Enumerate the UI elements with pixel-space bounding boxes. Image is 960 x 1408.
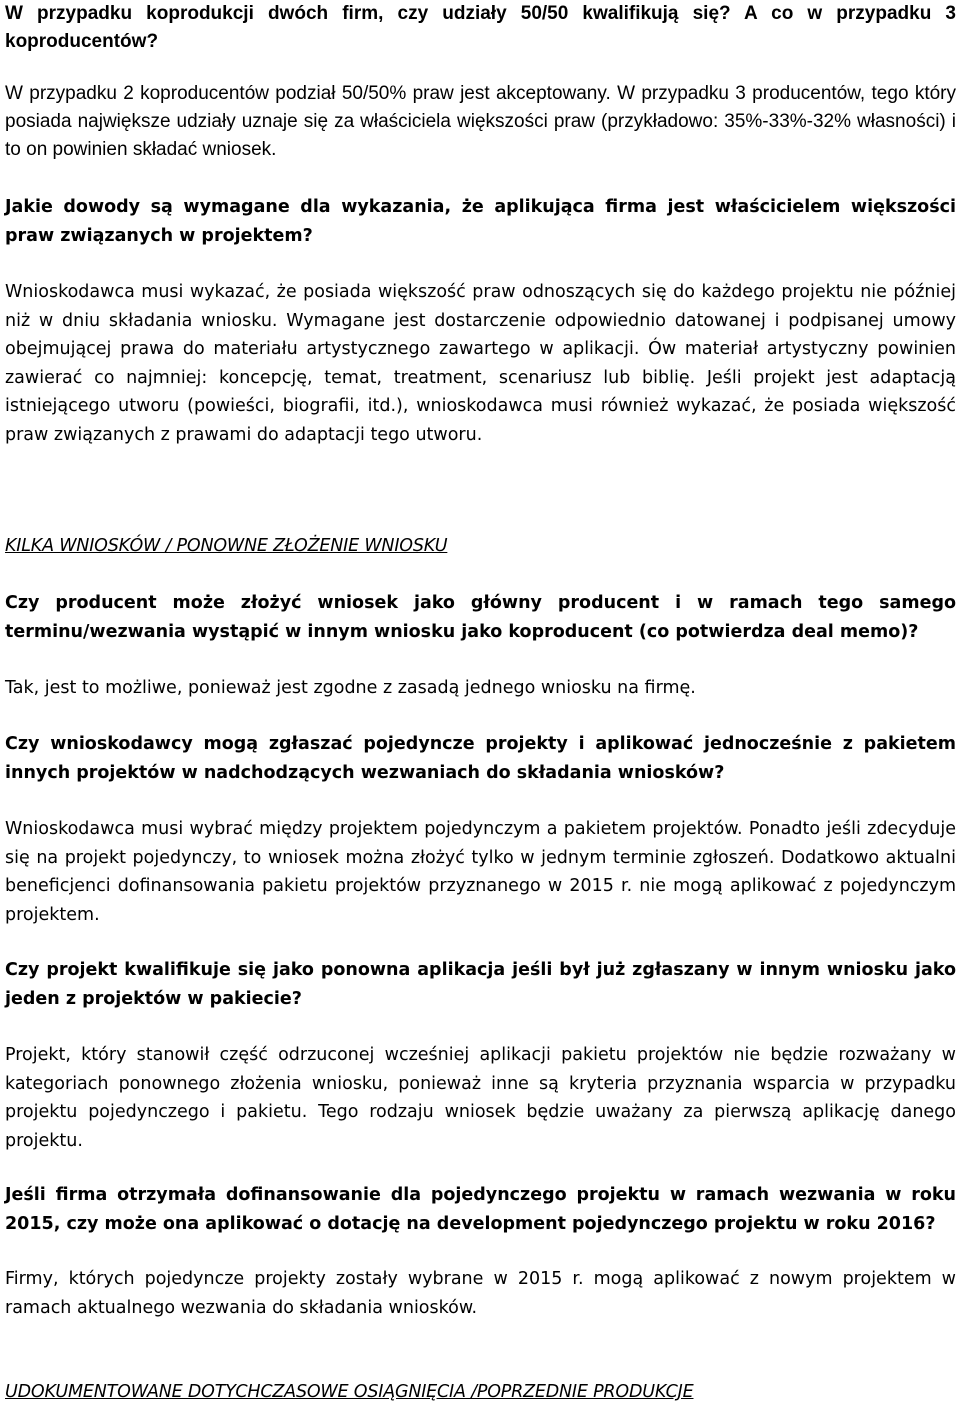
qa-question-4: Jeśli firma otrzymała dofinansowanie dla pojedynczego projektu w ramach wezwania w roku 2015, czy może ona aplikować o dotację na development pojedynczego projektu w roku 2016? xyxy=(5,1185,956,1234)
qa-answer-2: Wnioskodawca musi wybrać między projektem pojedynczym a pakietem projektów. Ponadto jeśli zdecyduje się na projekt pojedynczy, to wniosek można złożyć tylko w jednym terminie zgłoszeń. Dodatkowo aktualni beneficjenci dofinansowania pakietu projektów przyznanego w 2015 r. nie mogą aplikować z pojedynczym projektem. xyxy=(5,819,956,925)
evidence-answer: Wnioskodawca musi wykazać, że posiada większość praw odnoszących się do każdego projektu nie później niż w dniu składania wniosku. Wymagane jest dostarczenie odpowiednio datowanej i podpisanej umowy obejmującej prawa do materiału artystycznego zawartego w aplikacji. Ów materiał artystyczny powinien zawierać co najmniej: koncepcję, temat, treatment, scenariusz lub biblię. Jeśli projekt jest adaptacją istniejącego utworu (powieści, biografii, itd.), wnioskodawca musi również wykazać, że posiada większość praw związanych z prawami do adaptacji tego utworu. xyxy=(5,282,956,445)
qa-question-2: Czy wnioskodawcy mogą zgłaszać pojedyncze projekty i aplikować jednocześnie z pakietem innych projektów w nadchodzących wezwaniach do składania wniosków? xyxy=(5,734,956,783)
qa-question-1: Czy producent może złożyć wniosek jako główny producent i w ramach tego samego terminu/wezwania wystąpić w innym wniosku jako koproducent (co potwierdza deal memo)? xyxy=(5,593,956,642)
qa-answer-1: Tak, jest to możliwe, ponieważ jest zgodne z zasadą jednego wniosku na firmę. xyxy=(5,678,696,698)
evidence-question: Jakie dowody są wymagane dla wykazania, że aplikująca firma jest właścicielem większości praw związanych w projektem? xyxy=(5,197,956,246)
section-heading-track-record: UDOKUMENTOWANE DOTYCHCZASOWE OSIĄGNIĘCIA /POPRZEDNIE PRODUKCJE xyxy=(5,1382,694,1402)
section-heading-multiple-applications: KILKA WNIOSKÓW / PONOWNE ZŁOŻENIE WNIOSKU xyxy=(5,536,448,556)
qa-answer-3: Projekt, który stanowił część odrzuconej wcześniej aplikacji pakietu projektów nie będzie rozważany w kategoriach ponownego złożenia wniosku, ponieważ inne są kryteria przyznania wsparcia w przypadku projektu pojedynczego i pakietu. Tego rodzaju wniosek będzie uważany za pierwszą aplikację danego projektu. xyxy=(5,1045,956,1151)
qa-question-3: Czy projekt kwalifikuje się jako ponowna aplikacja jeśli był już zgłaszany w innym wniosku jako jeden z projektów w pakiecie? xyxy=(5,960,956,1009)
intro-question: W przypadku koprodukcji dwóch firm, czy udziały 50/50 kwalifikują się? A co w przypadku 3 koproducentów? xyxy=(5,3,956,52)
qa-answer-4: Firmy, których pojedyncze projekty zostały wybrane w 2015 r. mogą aplikować z nowym projektem w ramach aktualnego wezwania do składania wniosków. xyxy=(5,1269,956,1318)
intro-answer: W przypadku 2 koproducentów podział 50/50% praw jest akceptowany. W przypadku 3 producentów, tego który posiada największe udziały uznaje się za właściciela większości praw (przykładowo: 35%-33%-32% własności) i to on powinien składać wniosek. xyxy=(5,83,956,160)
